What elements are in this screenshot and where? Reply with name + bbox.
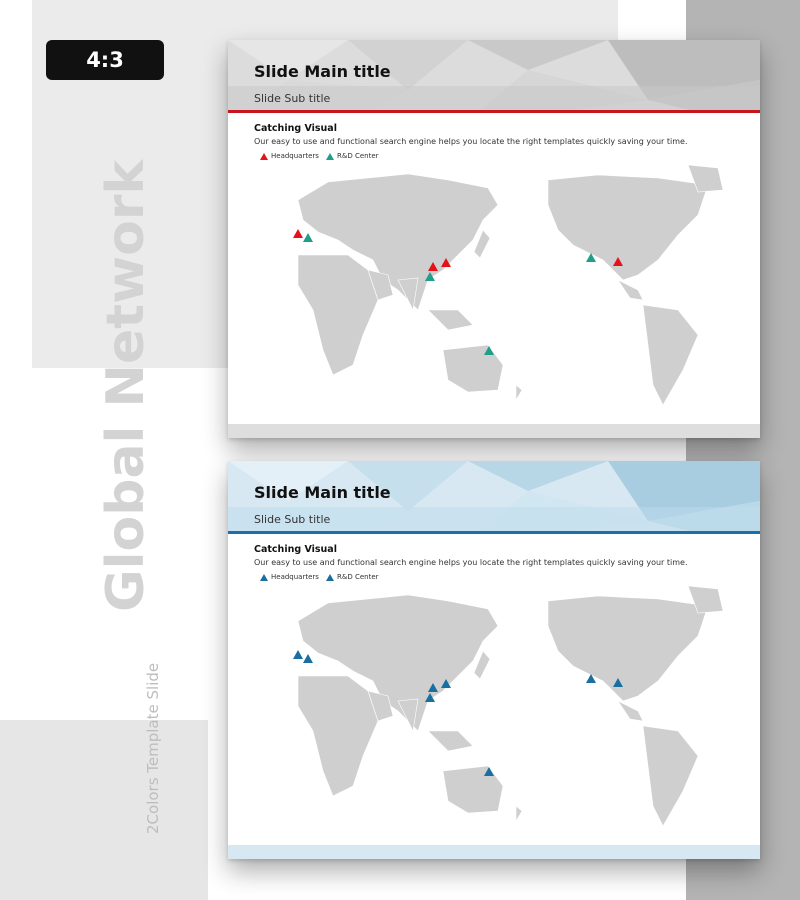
slide-subtitle: Slide Sub title — [254, 92, 331, 105]
legend-label: Headquarters — [271, 152, 319, 160]
triangle-icon — [260, 574, 268, 581]
slide-subtitle: Slide Sub title — [254, 513, 331, 526]
slide-preview-red[interactable] — [228, 40, 760, 438]
caption-title: Catching Visual — [254, 544, 337, 555]
legend-rd-center — [326, 573, 379, 581]
world-map — [258, 160, 738, 418]
triangle-icon — [260, 153, 268, 160]
legend-headquarters — [260, 573, 319, 581]
caption-title: Catching Visual — [254, 123, 337, 134]
legend-headquarters — [260, 152, 319, 160]
header-rule — [228, 110, 760, 113]
legend-rd-center — [326, 152, 379, 160]
caption-text: Our easy to use and functional search engine helps you locate the right templates quickly saving your time. — [254, 137, 688, 146]
slide-footer — [228, 424, 760, 438]
triangle-icon — [326, 153, 334, 160]
slide-title: Slide Main title — [254, 62, 391, 81]
header-rule — [228, 531, 760, 534]
side-title: Global Network — [96, 159, 156, 612]
legend-label: Headquarters — [271, 573, 319, 581]
legend-label: R&D Center — [337, 573, 379, 581]
marker-headquarters — [293, 650, 303, 659]
legend-label: R&D Center — [337, 152, 379, 160]
marker-headquarters — [293, 229, 303, 238]
slide-footer — [228, 845, 760, 859]
background-band — [0, 368, 32, 720]
slide-title: Slide Main title — [254, 483, 391, 502]
marker-rd-center — [303, 233, 313, 242]
world-map — [258, 581, 738, 839]
background-panel-lower — [0, 720, 208, 900]
aspect-ratio-badge: 4:3 — [46, 40, 164, 80]
caption-text: Our easy to use and functional search engine helps you locate the right templates quickly saving your time. — [254, 558, 688, 567]
triangle-icon — [326, 574, 334, 581]
marker-rd-center — [303, 654, 313, 663]
slide-preview-blue[interactable] — [228, 461, 760, 859]
side-subtitle: 2Colors Template Slide — [144, 662, 162, 834]
